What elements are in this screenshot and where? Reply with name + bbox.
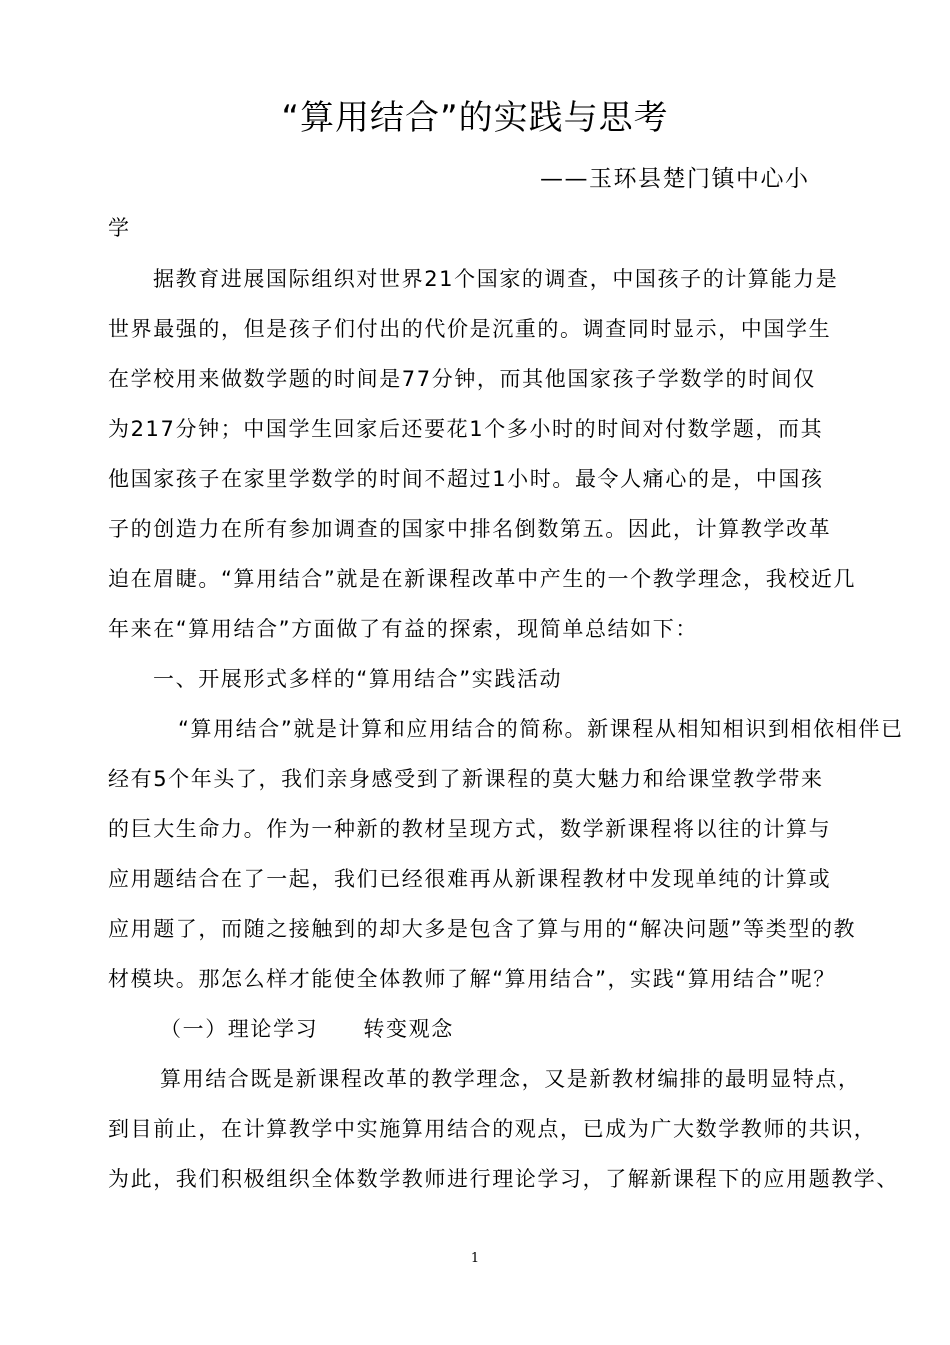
paragraph-line: 算用结合既是新课程改革的教学理念，又是新教材编排的最明显特点， — [160, 1067, 861, 1091]
paragraph-line: 在学校用来做数学题的时间是77分钟，而其他国家孩子学数学的时间仅 — [108, 367, 816, 391]
paragraph-line: 为217分钟；中国学生回家后还要花1个多小时的时间对付数学题，而其 — [108, 417, 824, 441]
paragraph-line: 据教育进展国际组织对世界21个国家的调查，中国孩子的计算能力是 — [153, 267, 839, 291]
page-number: 1 — [470, 1251, 480, 1266]
byline-continuation: 学 — [108, 216, 131, 240]
paragraph-line: 为此，我们积极组织全体数学教师进行理论学习，了解新课程下的应用题教学、 — [108, 1167, 899, 1191]
paragraph-line: “算用结合”就是计算和应用结合的简称。新课程从相知相识到相依相伴已 — [178, 717, 904, 741]
paragraph-line: 应用题结合在了一起，我们已经很难再从新课程教材中发现单纯的计算或 — [108, 867, 832, 891]
paragraph-line: 他国家孩子在家里学数学的时间不超过1小时。最令人痛心的是，中国孩 — [108, 467, 824, 491]
paragraph-line: 年来在“算用结合”方面做了有益的探索，现简单总结如下： — [108, 617, 698, 641]
paragraph-line: 材模块。那怎么样才能使全体教师了解“算用结合”，实践“算用结合”呢？ — [108, 967, 836, 991]
paragraph-line: 子的创造力在所有参加调查的国家中排名倒数第五。因此，计算教学改革 — [108, 517, 832, 541]
paragraph-line: 世界最强的，但是孩子们付出的代价是沉重的。调查同时显示，中国学生 — [108, 317, 832, 341]
paragraph-line: 经有5个年头了，我们亲身感受到了新课程的莫大魅力和给课堂教学带来 — [108, 767, 824, 791]
subsection-heading: （一）理论学习 转变观念 — [160, 1017, 454, 1041]
document-title: “算用结合”的实践与思考 — [281, 98, 669, 138]
paragraph-line: 迫在眉睫。“算用结合”就是在新课程改革中产生的一个教学理念，我校近几 — [108, 567, 857, 591]
paragraph-line: 应用题了，而随之接触到的却大多是包含了算与用的“解决问题”等类型的教 — [108, 917, 857, 941]
paragraph-line: 的巨大生命力。作为一种新的教材呈现方式，数学新课程将以往的计算与 — [108, 817, 832, 841]
paragraph-line: 到目前止，在计算教学中实施算用结合的观点，已成为广大数学教师的共识， — [108, 1117, 877, 1141]
section-heading: 一、开展形式多样的“算用结合”实践活动 — [153, 667, 563, 691]
author-byline: ——玉环县楚门镇中心小 — [540, 166, 810, 192]
